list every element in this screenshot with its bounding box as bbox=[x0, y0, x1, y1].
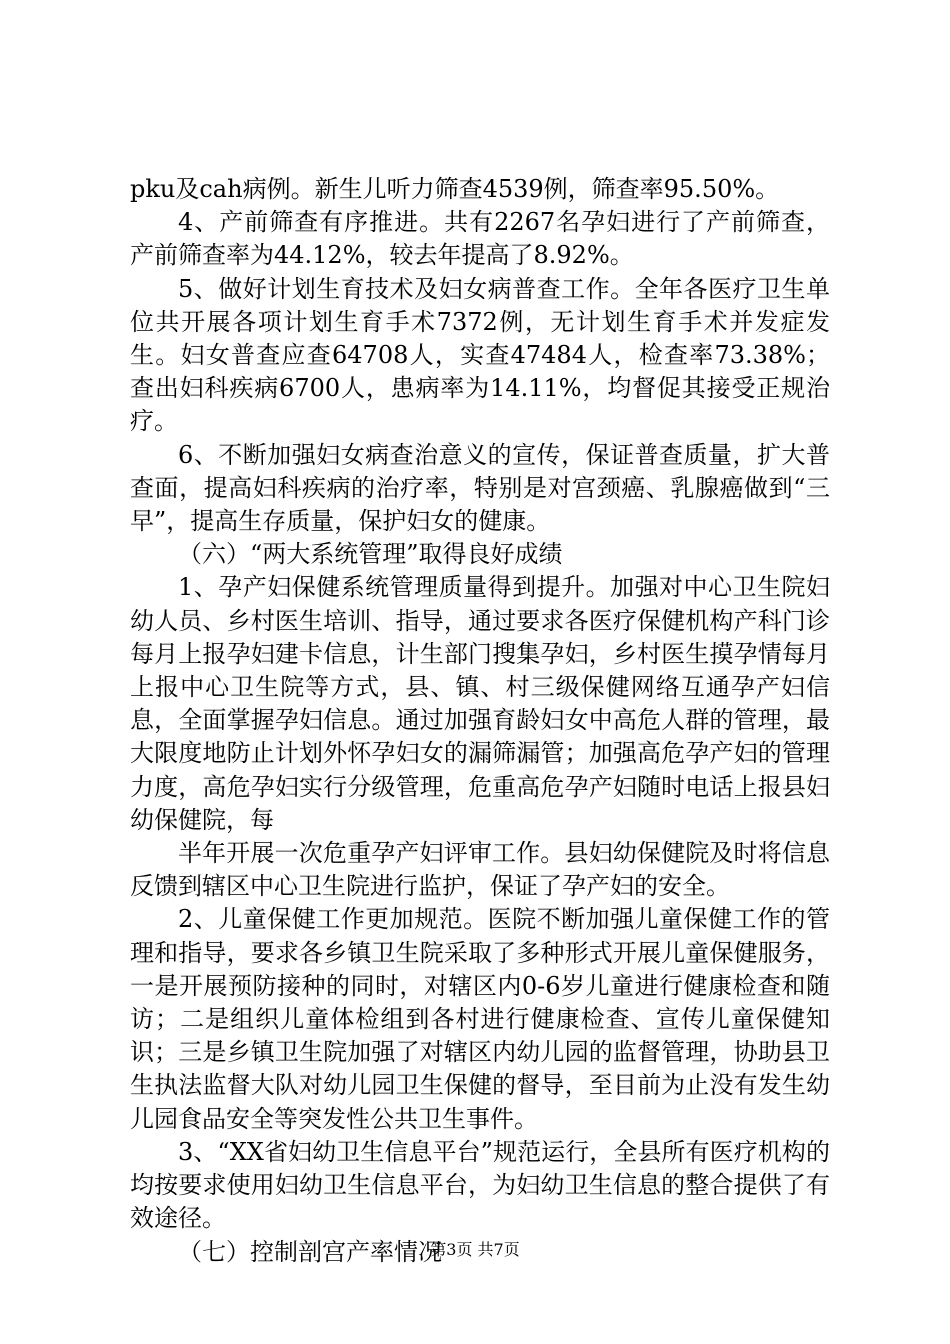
section-heading-seven: （七）控制剖宫产率情况 bbox=[178, 1237, 442, 1266]
paragraph-child-care: 2、儿童保健工作更加规范。医院不断加强儿童保健工作的管理和指导，要求各乡镇卫生院采取了多种形式开展儿童保健服务，一是开展预防接种的同时，对辖区内0-6岁儿童进行健康检查和随访；二是组织儿童体检组到各村进行健康检查、宣传儿童保健知识；三是乡镇卫生院加强了对辖区内幼儿园的监督管理，协助县卫生执法监督大队对幼儿园卫生保健的督导，至目前为止没有发生幼儿园食品安全等突发性公共卫生事件。 bbox=[130, 905, 830, 1133]
document-body bbox=[130, 173, 830, 1269]
paragraph-womens-disease-publicity: 6、不断加强妇女病查治意义的宣传，保证普查质量，扩大普查面，提高妇科疾病的治疗率，特别是对宫颈癌、乳腺癌做到“三早”，提高生存质量，保护妇女的健康。 bbox=[130, 440, 830, 536]
page-footer: 第3页 共7页 bbox=[430, 1240, 520, 1259]
paragraph-newborn-hearing: pku及cah病例。新生儿听力筛查4539例，筛查率95.50%。 bbox=[130, 175, 780, 203]
paragraph-maternal-care-continued: 半年开展一次危重孕产妇评审工作。县妇幼保健院及时将信息反馈到辖区中心卫生院进行监护，保证了孕产妇的安全。 bbox=[130, 839, 830, 901]
paragraph-family-planning: 5、做好计划生育技术及妇女病普查工作。全年各医疗卫生单位共开展各项计划生育手术7372例，无计划生育手术并发症发生。妇女普查应查64708人，实查47484人，检查率73.38%；查出妇科疾病6700人，患病率为14.11%，均督促其接受正规治疗。 bbox=[130, 274, 830, 436]
paragraph-maternal-care: 1、孕产妇保健系统管理质量得到提升。加强对中心卫生院妇幼人员、乡村医生培训、指导，通过要求各医疗保健机构产科门诊每月上报孕妇建卡信息，计生部门搜集孕妇，乡村医生摸孕情每月上报中心卫生院等方式，县、镇、村三级保健网络互通孕产妇信息，全面掌握孕妇信息。通过加强育龄妇女中高危人群的管理，最大限度地防止计划外怀孕妇女的漏筛漏管；加强高危孕产妇的管理力度，高危孕妇实行分级管理，危重高危孕产妇随时电话上报县妇幼保健院，每 bbox=[130, 573, 830, 834]
paragraph-info-platform: 3、“XX省妇幼卫生信息平台”规范运行，全县所有医疗机构的均按要求使用妇幼卫生信息平台，为妇幼卫生信息的整合提供了有效途径。 bbox=[130, 1137, 830, 1233]
section-heading-six: （六）“两大系统管理”取得良好成绩 bbox=[178, 540, 563, 569]
paragraph-prenatal-screening: 4、产前筛查有序推进。共有2267名孕妇进行了产前筛查，产前筛查率为44.12%，较去年提高了8.92%。 bbox=[130, 208, 830, 270]
